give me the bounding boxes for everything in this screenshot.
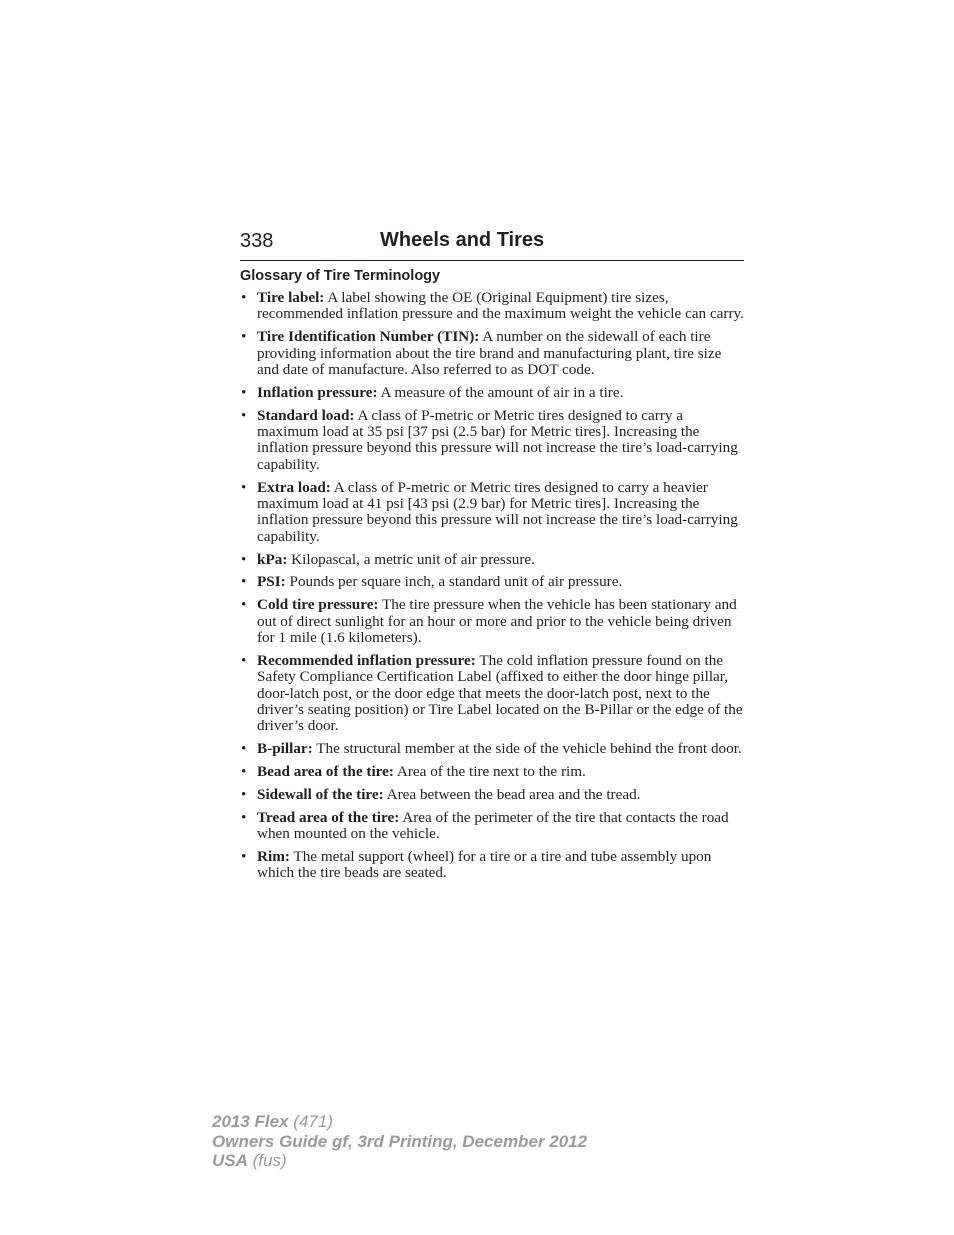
glossary-item (240, 385, 746, 401)
glossary-term: kPa: (257, 550, 288, 568)
glossary-definition: Area between the bead area and the tread. (383, 785, 641, 803)
glossary-definition: The cold inflation pressure found on the Safety Compliance Certification Label (affixed to either the door hinge pillar, door-latch post, or the door edge that meets the door-latch post, next to the driver’s seating position) or Tire Label located on the B-Pillar or the edge of the driver’s door. (257, 651, 743, 735)
bullet: • (241, 328, 247, 346)
glossary-term: Bead area of the tire: (257, 763, 394, 781)
glossary-definition: The metal support (wheel) for a tire or a tire and tube assembly upon which the tire beads are seated. (257, 847, 712, 882)
glossary-item (240, 653, 746, 735)
bullet: • (241, 406, 247, 424)
glossary-definition: A class of P-metric or Metric tires designed to carry a maximum load at 35 psi [37 psi (2.5 bar) for Metric tires]. Increasing the inflation pressure beyond this pressure will not increase the tire’s load-carrying capability. (257, 406, 738, 473)
bullet: • (241, 289, 247, 306)
glossary-item (240, 597, 746, 646)
glossary-term: Tire Identification Number (TIN): (257, 328, 480, 346)
page-number: 338 (240, 230, 274, 252)
footer-model: 2013 Flex (212, 1112, 289, 1131)
glossary-item (240, 764, 746, 780)
glossary-term: Cold tire pressure: (257, 596, 379, 614)
glossary-definition: The tire pressure when the vehicle has been stationary and out of direct sunlight for an hour or more and prior to the vehicle being driven for 1 mile (1.6 kilometers). (257, 596, 737, 647)
glossary-item (240, 408, 746, 474)
bullet: • (241, 763, 247, 781)
footer-market-code: (fus) (252, 1151, 287, 1170)
glossary-term: Inflation pressure: (257, 383, 378, 401)
bullet: • (241, 596, 247, 614)
glossary-item (240, 849, 746, 882)
glossary-item (240, 741, 746, 757)
bullet: • (241, 550, 247, 568)
footer-market-line (212, 1151, 587, 1171)
bullet: • (241, 740, 247, 758)
glossary-definition: A label showing the OE (Original Equipment) tire sizes, recommended inflation pressure and the maximum weight the vehicle can carry. (257, 289, 744, 323)
page-header (240, 228, 744, 261)
bullet: • (241, 785, 247, 803)
bullet: • (241, 847, 247, 865)
footer-model-code: (471) (293, 1112, 333, 1131)
glossary-term: Extra load: (257, 478, 331, 496)
glossary-item (240, 329, 746, 378)
bullet: • (241, 651, 247, 669)
glossary-definition: The structural member at the side of the vehicle behind the front door. (312, 740, 742, 758)
glossary-term: Standard load: (257, 406, 355, 424)
glossary-item (240, 290, 746, 323)
glossary-term: B-pillar: (257, 740, 313, 758)
page-footer (212, 1112, 587, 1171)
footer-market: USA (212, 1151, 248, 1170)
glossary-term: Tire label: (257, 289, 325, 306)
glossary-definition: A number on the sidewall of each tire providing information about the tire brand and manufacturing plant, tire size and date of manufacture. Also referred to as DOT code. (257, 328, 722, 379)
glossary-term: Sidewall of the tire: (257, 785, 384, 803)
glossary-term: Tread area of the tire: (257, 808, 400, 826)
glossary-item (240, 574, 746, 590)
bullet: • (241, 383, 247, 401)
glossary-list (240, 290, 746, 888)
glossary-definition: A measure of the amount of air in a tire. (377, 383, 624, 401)
glossary-definition: Area of the tire next to the rim. (393, 763, 586, 781)
bullet: • (241, 808, 247, 826)
chapter-title: Wheels and Tires (380, 229, 545, 251)
glossary-term: Recommended inflation pressure: (257, 651, 476, 669)
glossary-item (240, 552, 746, 568)
glossary-item (240, 787, 746, 803)
section-title: Glossary of Tire Terminology (240, 268, 441, 284)
glossary-definition: Pounds per square inch, a standard unit of air pressure. (285, 573, 623, 591)
footer-guide: Owners Guide gf, 3rd Printing, December 2012 (212, 1131, 588, 1151)
glossary-item (240, 480, 746, 546)
bullet: • (241, 573, 247, 591)
footer-model-line (212, 1112, 587, 1132)
glossary-term: PSI: (257, 573, 286, 591)
glossary-item (240, 810, 746, 843)
glossary-term: Rim: (257, 847, 290, 865)
bullet: • (241, 478, 247, 496)
glossary-definition: Area of the perimeter of the tire that contacts the road when mounted on the vehicle. (257, 808, 729, 843)
glossary-definition: Kilopascal, a metric unit of air pressure. (287, 550, 535, 568)
glossary-definition: A class of P-metric or Metric tires designed to carry a heavier maximum load at 41 psi [43 psi (2.9 bar) for Metric tires]. Increasing the inflation pressure beyond this pressure will not increase the tire’s load-carrying capability. (257, 478, 738, 545)
